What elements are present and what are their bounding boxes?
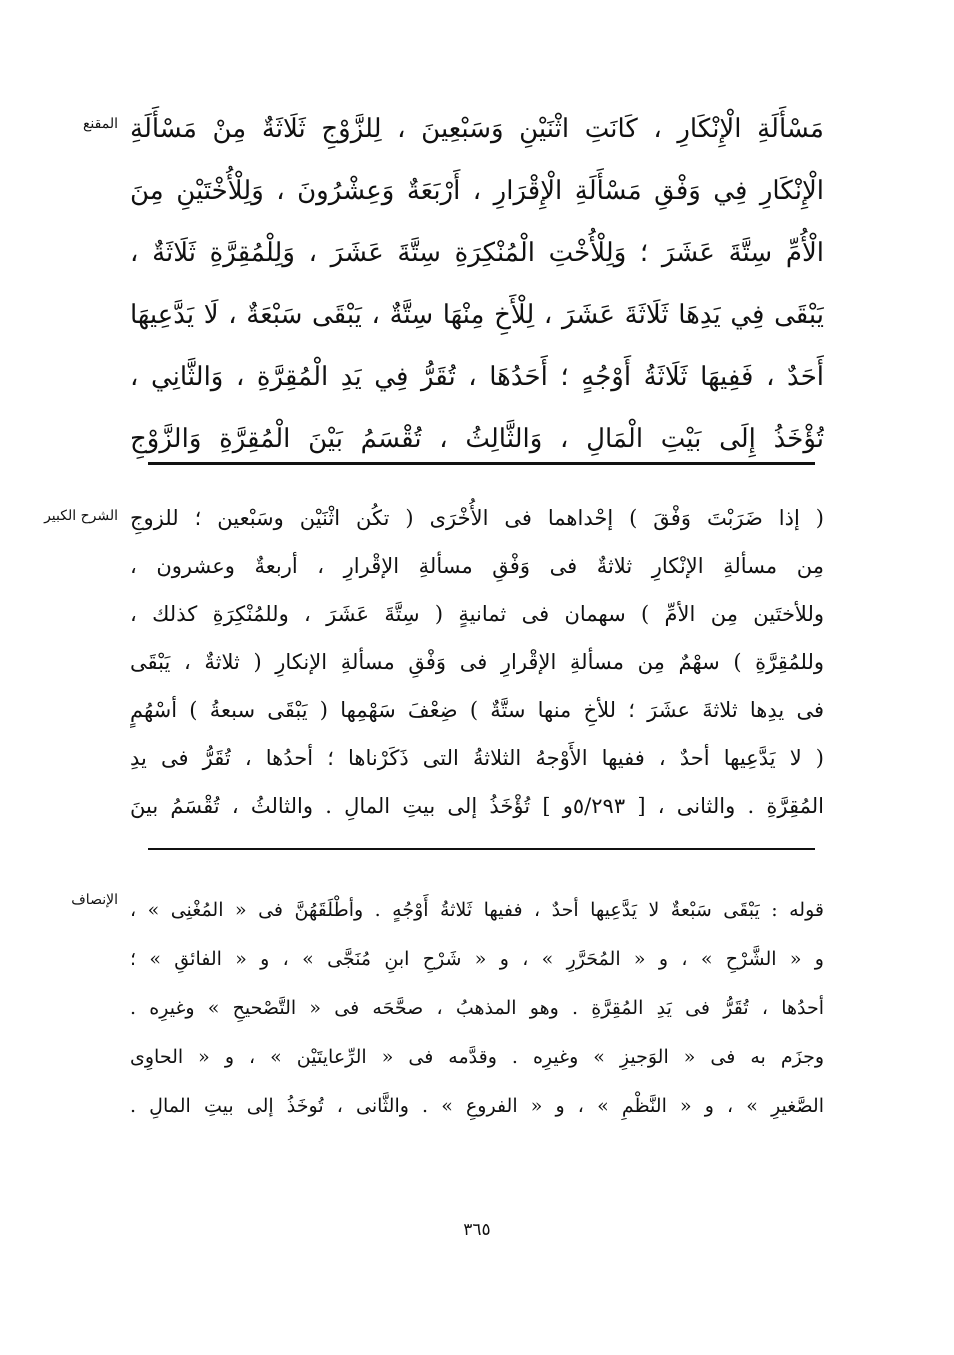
muqni-line: الْإِنْكَارِ فِي وَفْقِ مَسْأَلَةِ الْإِقْرَارِ ، أَرْبَعَةٌ وَعِشْرُونَ ، وَلِلْأُخْتَيْنِ مِنَ xyxy=(130,176,824,206)
side-label-sharh-kabir: الشرح الكبير xyxy=(44,508,118,524)
sharh-kabir-line: فى يدِها ثلاثةَ عشَرَ ؛ للأخِ منها ستَّةٌ ) ضِعْفَ سَهْمِها ( يَبْقَى سبعةُ ) أسْهُمٍ xyxy=(130,698,824,722)
side-label-muqni: المقنع xyxy=(82,116,118,132)
insaf-text-block xyxy=(130,886,824,1131)
sharh-kabir-line: المُقِرَّةِ . والثانى ، [ ٥/٢٩٣و ] تُؤْخَذُ إلى بيتِ المالِ . والثالثُ ، تُقْسَمُ بينَ xyxy=(130,794,824,818)
page-number: ٣٦٥ xyxy=(463,1220,491,1240)
sharh-kabir-line: ( إذا ضَرَبْتَ وَفْقَ ) إحْداهما فى الأُخْرَى ( تكُن اثْنَيْن وسَبْعين ؛ للزوجِ xyxy=(130,506,824,530)
muqni-text-block xyxy=(130,98,824,470)
muqni-line: الْأُمِّ سِتَّةَ عَشَرَ ؛ وَلِلْأُخْتِ الْمُنْكِرَةِ سِتَّةَ عَشَرَ ، وَلِلْمُقِرَّةِ ثَلَاثَةٌ ، xyxy=(130,238,824,268)
insaf-line: الصَّغيرِ » ، و « النَّظْمِ » ، و « الفروعِ » . والثَّانى ، تُوخَذُ إلى بيتِ المالِ . xyxy=(130,1095,824,1117)
sharh-kabir-line: وللأختَين مِن الأمِّ ) سهمان فى ثمانيةٍ ( سِتَّةَ عَشَرَ ، وللمُنْكِرَةِ كذلك ، xyxy=(130,602,824,626)
muqni-line: تُؤْخَذُ إِلَى بَيْتِ الْمَالِ ، وَالثَّالِثُ ، تُقْسَمُ بَيْنَ الْمُقِرَّةِ وَالزَّوْجِ xyxy=(130,424,824,454)
sharh-kabir-line: وللمُقِرَّةِ ) سهْمٌ مِن مسألةِ الإقْرارِ فى وَفْقِ مسألةِ الإنكارِ ( ثلاثةٌ ، يَبْقَى xyxy=(130,650,824,674)
insaf-line: أحدُها ، تُقَرُّ فى يَدِ المُقِرَّةِ . وهو المذهبُ ، صحَّحَه فى « التَّصْحيحِ » وغيرِه . xyxy=(130,997,824,1019)
insaf-line: قوله : يَبْقَى سَبْعةٌ لا يَدَّعِيها أحدٌ ، ففيها ثَلاثةُ أَوْجُهٍ . وأطْلَقَهُنَّ فى « المُغْنِى » ، xyxy=(130,899,824,921)
insaf-line: وجزَم به فى « الوَجيزِ » وغيرِه . وقدَّمه فى « الرِّعايتَيْن » ، و « الحاوِى xyxy=(130,1046,824,1068)
sharh-kabir-line: مِن مسألةِ الإنْكارِ ثلاثةٌ فى وَفْقِ مسألةِ الإقْرارِ ، أربعةٌ وعشرون ، xyxy=(130,554,824,578)
section-divider xyxy=(148,462,815,465)
muqni-line: يَبْقَى فِي يَدِهَا ثَلَاثَةَ عَشَرَ ، لِلْأَخِ مِنْهَا سِتَّةٌ ، يَبْقَى سَبْعَةٌ ، لَا يَدَّعِيهَا xyxy=(130,300,824,330)
side-label-insaf: الإنصاف xyxy=(71,892,118,908)
insaf-line: و « الشَّرْحِ » ، و « المُحَرَّرِ » ، و « شَرْحِ ابنِ مُنَجَّى » ، و « الفائقِ » ؛ xyxy=(130,948,824,970)
muqni-line: مَسْأَلَةِ الْإِنْكَارِ ، كَانَتِ اثْنَيْنِ وَسَبْعِينَ ، لِلزَّوْجِ ثَلَاثَةٌ مِنْ مَسْأَلَةِ xyxy=(130,114,824,144)
sharh-kabir-text-block xyxy=(130,494,824,830)
section-divider xyxy=(148,848,815,850)
muqni-line: أَحَدٌ ، فَفِيهَا ثَلَاثَةُ أَوْجُهٍ ؛ أَحَدُهَا ، تُقَرُّ فِي يَدِ الْمُقِرَّةِ ، وَالثَّانِي ، xyxy=(130,362,824,392)
sharh-kabir-line: ( لا يَدَّعِيها أحدٌ ، ففيها الأَوْجهُ الثلاثةُ التى ذَكَرْناها ؛ أحدُها ، تُقَرُّ فى يدِ xyxy=(130,746,824,770)
